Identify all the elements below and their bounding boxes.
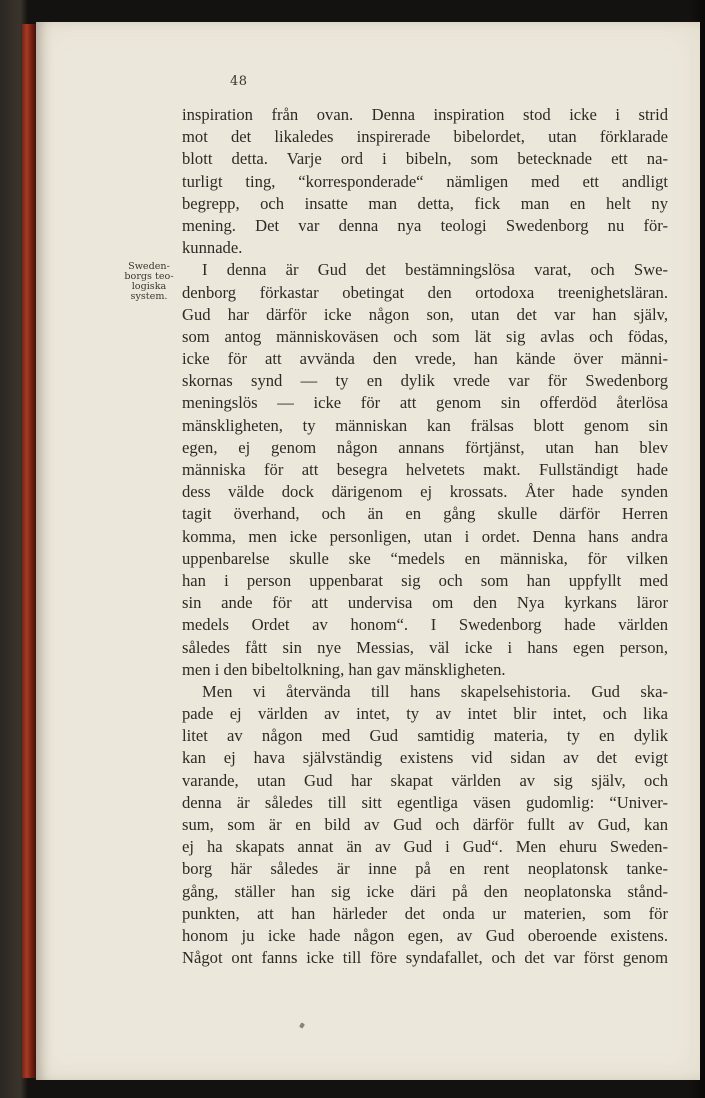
- margin-note: [118, 262, 180, 302]
- page-number: 48: [230, 74, 248, 89]
- text-line: som antog människoväsen och som lät sig avlas och födas,: [182, 326, 668, 346]
- text-line: begrepp, och insatte man detta, fick man en helt ny: [182, 193, 668, 213]
- text-line: komma, men icke personligen, utan i ordet. Denna hans andra: [182, 526, 668, 546]
- text-line: varande, utan Gud har skapat världen av sig själv, och: [182, 770, 668, 790]
- text-line: dess välde dock därigenom ej krossats. Åter hade synden: [182, 482, 668, 502]
- text-line: gång, ställer han sig icke däri på den neoplatonska stånd-: [182, 881, 668, 901]
- text-line: kunnade.: [182, 238, 243, 258]
- text-line: tagit överhand, och än en gång skulle därför Herren: [182, 504, 668, 524]
- text-line: honom ju icke hade någon egen, av Gud oberoende existens.: [182, 925, 668, 945]
- text-line: I denna är Gud det bestämningslösa varat, och Swe-: [202, 260, 668, 280]
- text-line: sin ande för att undervisa om den Nya kyrkans läror: [182, 593, 668, 613]
- text-line: mot det likaledes inspirerade bibelordet, utan förklarade: [182, 127, 668, 147]
- margin-note-line: logiska: [131, 281, 167, 292]
- text-line: inspiration från ovan. Denna inspiration stod icke i strid: [182, 105, 668, 124]
- text-line: mening. Det var denna nya teologi Swedenborg nu för-: [182, 215, 668, 235]
- text-line: Men vi återvända till hans skapelsehistoria. Gud ska-: [202, 681, 668, 701]
- text-line: mänskligheten, ty människan kan frälsas blott genom sin: [182, 415, 668, 435]
- text-line: icke för att avvända den vrede, han kände över männi-: [182, 349, 668, 369]
- text-line: denborg förkastar obetingat den ortodoxa treenighetsläran.: [182, 282, 668, 302]
- text-line: skornas synd — ty en dylik vrede var för Swedenborg: [182, 371, 668, 391]
- text-line: han i person uppenbarat sig och som han uppfyllt med: [182, 570, 668, 590]
- text-line: Något ont fanns icke till före syndafallet, och det var först genom: [182, 948, 668, 968]
- text-line: blott detta. Varje ord i bibeln, som betecknade ett na-: [182, 149, 668, 169]
- text-line: medels Ordet av honom“. I Swedenborg hade världen: [182, 615, 668, 635]
- text-line: uppenbarelse skulle ske “medels en människa, för vilken: [182, 548, 668, 568]
- text-line: men i den bibeltolkning, han gav mänskligheten.: [182, 659, 506, 679]
- body-text: [182, 104, 668, 969]
- book-spine-edge: [22, 24, 36, 1078]
- text-line: denna är således till sitt egentliga väsen gudomlig: “Univer-: [182, 792, 668, 812]
- text-line: turligt ting, “korresponderade“ nämligen med ett andligt: [182, 171, 668, 191]
- text-line: sum, som är en bild av Gud och därför fullt av Gud, kan: [182, 815, 668, 834]
- text-line: egen, ej genom någon annans förtjänst, utan han blev: [182, 437, 668, 457]
- text-line: således fått sin nye Messias, väl icke i hans egen person,: [182, 637, 668, 657]
- text-line: ej ha skapats annat än av Gud i Gud“. Men ehuru Sweden-: [182, 837, 668, 857]
- text-line: litet av någon med Gud samtidig materia, ty en dylik: [182, 726, 668, 746]
- margin-note-line: system.: [130, 291, 168, 302]
- text-line: borg här således är inne på en rent neoplatonsk tanke-: [182, 859, 668, 879]
- text-line: punkten, att han härleder det onda ur materien, som för: [182, 903, 668, 923]
- margin-note-line: Sweden-: [128, 261, 170, 272]
- text-line: pade ej världen av intet, ty av intet blir intet, och lika: [182, 704, 668, 724]
- text-line: meningslös — icke för att genom sin offerdöd återlösa: [182, 393, 668, 413]
- text-line: kan ej hava självständig existens vid sidan av det evigt: [182, 748, 668, 768]
- text-line: Gud har därför icke någon son, utan det var han själv,: [182, 304, 668, 324]
- margin-note-line: borgs teo-: [124, 271, 174, 282]
- text-line: människa för att besegra helvetets makt. Fullständigt hade: [182, 460, 668, 479]
